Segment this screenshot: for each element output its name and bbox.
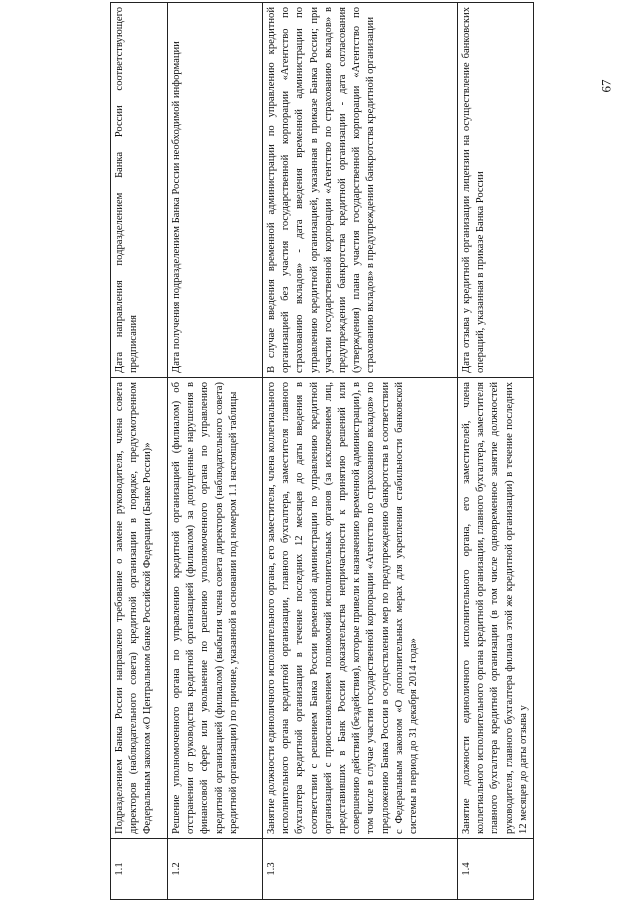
event-cell: Подразделением Банка России направлено требование о замене руководителя, члена совета директоров (наблюдательного совета) кредитной организации в порядке, предусмотренном Федеральным законом «О Центральном банке Российской Федерации (Банке России)» xyxy=(111,378,168,839)
row-number: 1.1 xyxy=(111,839,168,900)
rotated-table-container xyxy=(110,7,636,900)
row-number: 1.3 xyxy=(263,839,458,900)
date-cell: Дата отзыва у кредитной организации лицензии на осуществление банковских операций, указанная в приказе Банка России xyxy=(458,3,534,378)
rotated-table-area xyxy=(110,7,636,900)
table-row xyxy=(168,3,263,900)
event-cell: Занятие должности единоличного исполнительного органа, его заместителя, члена коллегиального исполнительного органа кредитной организации, главного бухгалтера, заместителя главного бухгалтера кредитной организации в течение последних 12 месяцев до даты введения в соответствии с решением Банка России временной администрации по управлению кредитной организацией с приостановлением полномочий исполнительных органов (за исключением лиц, представивших в Банк России доказательства непричастности к принятию решений или совершению действий (бездействия), которые привели к назначению временной администрации), в том числе в случае участия государственной корпорации «Агентство по страхованию вкладов» по предложению Банка России в осуществлении мер по предупреждению банкротства в соответствии с Федеральным законом «О дополнительных мерах для укрепления стабильности банковской системы в период до 31 декабря 2014 года» xyxy=(263,378,458,839)
date-cell: Дата направления подразделением Банка России соответствующего предписания xyxy=(111,3,168,378)
row-number: 1.2 xyxy=(168,839,263,900)
table-row xyxy=(111,3,168,900)
table-row xyxy=(458,3,534,900)
date-cell: В случае введения временной администрации по управлению кредитной организацией без участия государственной корпорации «Агентство по страхованию вкладов» - дата введения временной администрации по управлению кредитной организацией, указанная в приказе Банка России; при участии государственной корпорации «Агентство по страхованию вкладов» в предупреждении банкротства кредитной организации - дата согласования (утверждения) плана участия государственной корпорации «Агентство по страхованию вкладов» в предупреждении банкротства кредитной организации xyxy=(263,3,458,378)
page-number: 67 xyxy=(598,79,614,93)
event-cell: Решение уполномоченного органа по управлению кредитной организацией (филиалом) об отстранении от руководства кредитной организацией (филиалом) за допущенные нарушения в финансовой сфере или увольнение по решению уполномоченного органа по управлению кредитной организацией (филиалом) (выбытия члена совета директоров (наблюдательного совета) кредитной организации) по причине, указанной в основании под номером 1.1 настоящей таблицы xyxy=(168,378,263,839)
date-cell: Дата получения подразделением Банка России необходимой информации xyxy=(168,3,263,378)
criteria-table xyxy=(110,2,534,900)
row-number: 1.4 xyxy=(458,839,534,900)
table-row xyxy=(263,3,458,900)
event-cell: Занятие должности единоличного исполнительного органа, его заместителей, члена коллегиального исполнительного органа кредитной организации, главного бухгалтера, заместителя главного бухгалтера кредитной организации (в том числе одновременное занятие должностей руководителя, главного бухгалтера филиала этой же кредитной организации) в течение последних 12 месяцев до даты отзыва у xyxy=(458,378,534,839)
